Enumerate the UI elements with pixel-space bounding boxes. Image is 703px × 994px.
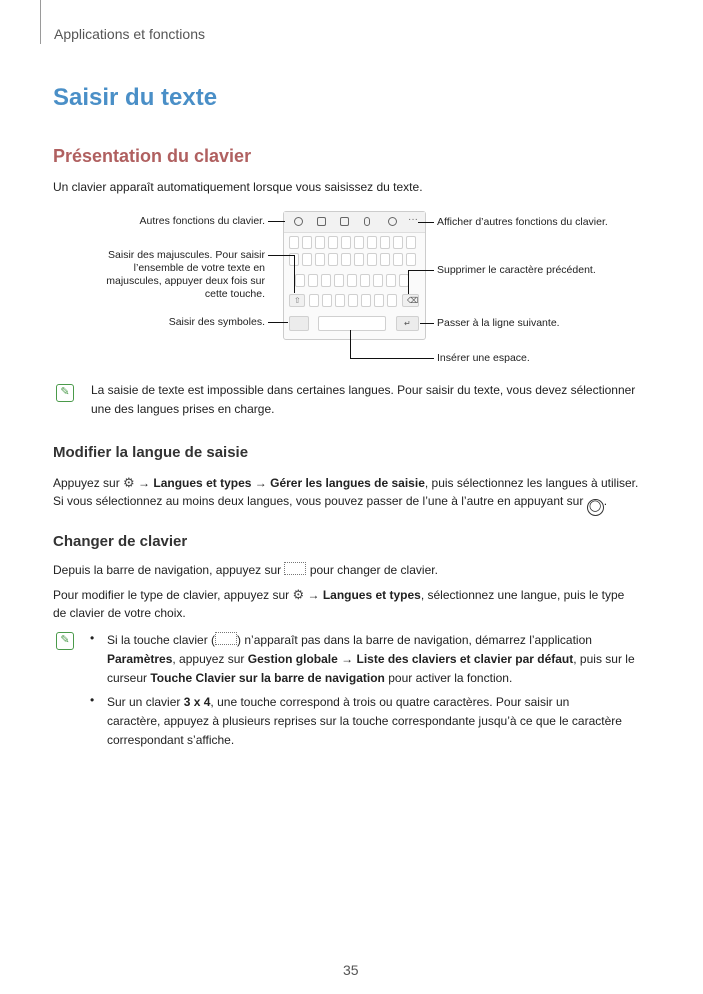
keyboard-illustration xyxy=(283,211,426,340)
sticker-icon xyxy=(317,217,326,226)
label-symbols: Saisir des symboles. xyxy=(168,316,265,328)
label-other-functions: Autres fonctions du clavier. xyxy=(139,215,265,227)
backspace-key: ⌫ xyxy=(402,294,419,307)
bullet: • xyxy=(90,631,95,645)
note1-line1: La saisie de texte est impossible dans certaines langues. Pour saisir du texte, vous devez sélectionner xyxy=(91,383,636,397)
leader-line xyxy=(420,323,434,324)
kbd-paragraph-2: Pour modifier le type de clavier, appuyez sur ⚙ → Langues et types, sélectionnez une langue, puis le type xyxy=(53,587,625,602)
leader-line xyxy=(294,255,295,293)
leader-line xyxy=(408,270,409,294)
settings-gear-icon: ⚙ xyxy=(123,475,135,490)
kbd-heading: Changer de clavier xyxy=(53,533,188,550)
header-rule xyxy=(40,0,41,44)
leader-line xyxy=(268,221,285,222)
leader-line xyxy=(408,270,434,271)
label-caps-1: Saisir des majuscules. Pour saisir xyxy=(108,249,265,261)
note-icon: ✎ xyxy=(56,632,74,650)
page-title: Saisir du texte xyxy=(53,84,218,111)
note2-b1-line1: Si la touche clavier ( ) n’apparaît pas dans la barre de navigation, démarrez l’application xyxy=(107,633,592,647)
symbols-key xyxy=(289,316,309,331)
note1-line2: une des langues prises en charge. xyxy=(91,402,275,416)
leader-line xyxy=(268,322,288,323)
label-caps-2: l’ensemble de votre texte en xyxy=(133,262,265,274)
globe-icon: ◯ xyxy=(587,499,604,516)
space-key xyxy=(318,316,386,331)
lang-paragraph-2: Si vous sélectionnez au moins deux langues, vous pouvez passer de l’une à l’autre en appuyant sur ◯ . xyxy=(53,492,607,516)
kbd-paragraph-1: Depuis la barre de navigation, appuyez sur pour changer de clavier. xyxy=(53,563,438,577)
enter-key: ↵ xyxy=(396,316,419,331)
intro-text: Un clavier apparaît automatiquement lorsque vous saisissez du texte. xyxy=(53,180,423,194)
leader-line xyxy=(350,358,434,359)
emoji-icon xyxy=(294,217,303,226)
lang-heading: Modifier la langue de saisie xyxy=(53,444,249,461)
note2-b1-line3: curseur Touche Clavier sur la barre de navigation pour activer la fonction. xyxy=(107,671,513,685)
label-new-line: Passer à la ligne suivante. xyxy=(437,317,560,329)
keyboard-toolbar xyxy=(284,212,425,233)
more-icon: ··· xyxy=(408,214,418,225)
label-caps-3: majuscules, appuyer deux fois sur xyxy=(106,275,265,287)
label-caps-4: cette touche. xyxy=(204,288,265,300)
settings-icon xyxy=(388,217,397,226)
page-number: 35 xyxy=(343,962,359,978)
settings-gear-icon: ⚙ xyxy=(292,587,305,602)
mic-icon xyxy=(364,217,370,226)
note2-b1-line2: Paramètres, appuyez sur Gestion globale → Liste des claviers et clavier par défaut, puis sur le xyxy=(107,652,635,666)
label-more-functions: Afficher d’autres fonctions du clavier. xyxy=(437,216,608,228)
label-delete: Supprimer le caractère précédent. xyxy=(437,264,596,276)
running-head: Applications et fonctions xyxy=(54,26,205,42)
gif-icon xyxy=(340,217,349,226)
note2-b2-line1: Sur un clavier 3 x 4, une touche correspond à trois ou quatre caractères. Pour saisir un xyxy=(107,695,570,709)
bullet: • xyxy=(90,693,95,707)
leader-line xyxy=(418,222,434,223)
note2-b2-line3: correspondant s’affiche. xyxy=(107,733,235,747)
leader-line xyxy=(350,330,351,358)
leader-line xyxy=(268,255,294,256)
shift-key: ⇧ xyxy=(289,294,305,307)
lang-paragraph-1: Appuyez sur ⚙ → Langues et types → Gérer les langues de saisie, puis sélectionnez les langues à utiliser. xyxy=(53,475,639,490)
label-space: Insérer une espace. xyxy=(437,352,530,364)
keyboard-key-icon xyxy=(215,632,237,645)
section-heading: Présentation du clavier xyxy=(53,146,252,166)
note-icon: ✎ xyxy=(56,384,74,402)
kbd-paragraph-2b: de clavier de votre choix. xyxy=(53,606,186,620)
note2-b2-line2: caractère, appuyez à plusieurs reprises sur la touche correspondante jusqu’à ce que le caractère xyxy=(107,714,622,728)
keyboard-key-icon xyxy=(284,562,306,575)
